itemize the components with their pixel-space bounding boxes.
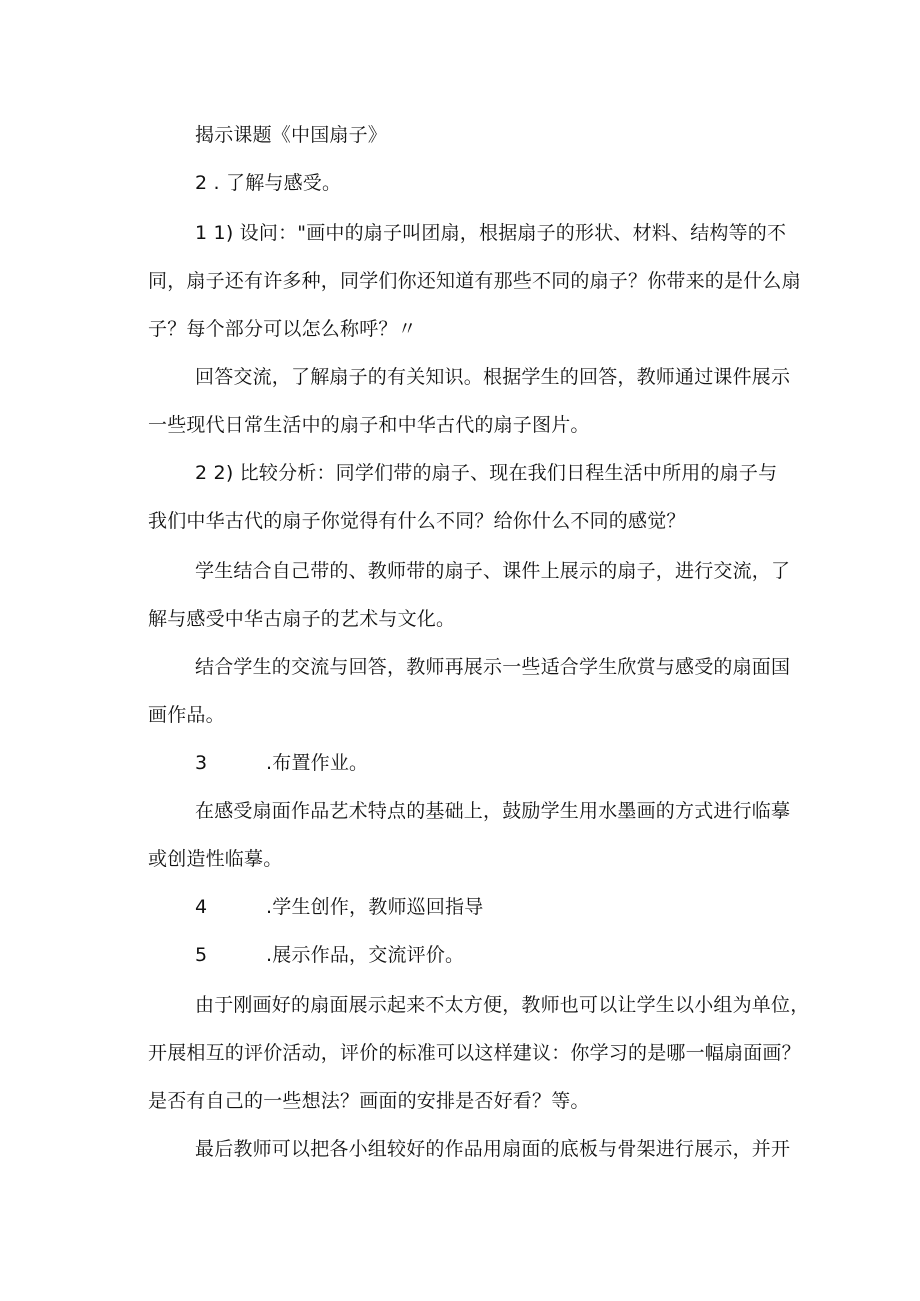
step-5-heading: .展示作品，交流评价。 — [266, 944, 465, 966]
step-4-number: 4 — [195, 896, 208, 918]
paragraph-line: 同，扇子还有许多种，同学们你还知道有那些不同的扇子？你带来的是什么扇 — [148, 270, 801, 292]
paragraph-line: 开展相互的评价活动，评价的标准可以这样建议：你学习的是哪一幅扇面画？ — [148, 1042, 801, 1064]
paragraph-line: 学生结合自己带的、教师带的扇子、课件上展示的扇子，进行交流，了 — [195, 560, 791, 582]
paragraph-line: 在感受扇面作品艺术特点的基础上，鼓励学生用水墨画的方式进行临摹 — [195, 800, 791, 822]
step-4-heading: .学生创作，教师巡回指导 — [266, 896, 484, 918]
paragraph-line: 一些现代日常生活中的扇子和中华古代的扇子图片。 — [148, 414, 590, 436]
paragraph-line: 2 2) 比较分析：同学们带的扇子、现在我们日程生活中所用的扇子与 — [195, 462, 778, 484]
paragraph-line: 回答交流，了解扇子的有关知识。根据学生的回答，教师通过课件展示 — [195, 366, 791, 388]
lesson-title: 揭示课题《中国扇子》 — [195, 124, 388, 146]
paragraph-line: 解与感受中华古扇子的艺术与文化。 — [148, 608, 456, 630]
step-5-number: 5 — [195, 944, 208, 966]
paragraph-line: 结合学生的交流与回答，教师再展示一些适合学生欣赏与感受的扇面国 — [195, 656, 791, 678]
paragraph-line: 画作品。 — [148, 704, 225, 726]
paragraph-line: 1 1) 设问："画中的扇子叫团扇，根据扇子的形状、材料、结构等的不 — [195, 222, 787, 244]
paragraph-line: 是否有自己的一些想法？画面的安排是否好看？等。 — [148, 1090, 590, 1112]
paragraph-line: 最后教师可以把各小组较好的作品用扇面的底板与骨架进行展示，并开 — [195, 1138, 791, 1160]
step-3-heading: .布置作业。 — [266, 752, 369, 774]
step-3-number: 3 — [195, 752, 208, 774]
paragraph-line: 或创造性临摹。 — [148, 848, 283, 870]
paragraph-line: 子？每个部分可以怎么称呼？〃 — [148, 318, 417, 340]
step-2-heading: 2 . 了解与感受。 — [195, 172, 342, 194]
paragraph-line: 我们中华古代的扇子你觉得有什么不同？给你什么不同的感觉？ — [148, 510, 686, 532]
paragraph-line: 由于刚画好的扇面展示起来不太方便，教师也可以让学生以小组为单位， — [195, 994, 810, 1016]
